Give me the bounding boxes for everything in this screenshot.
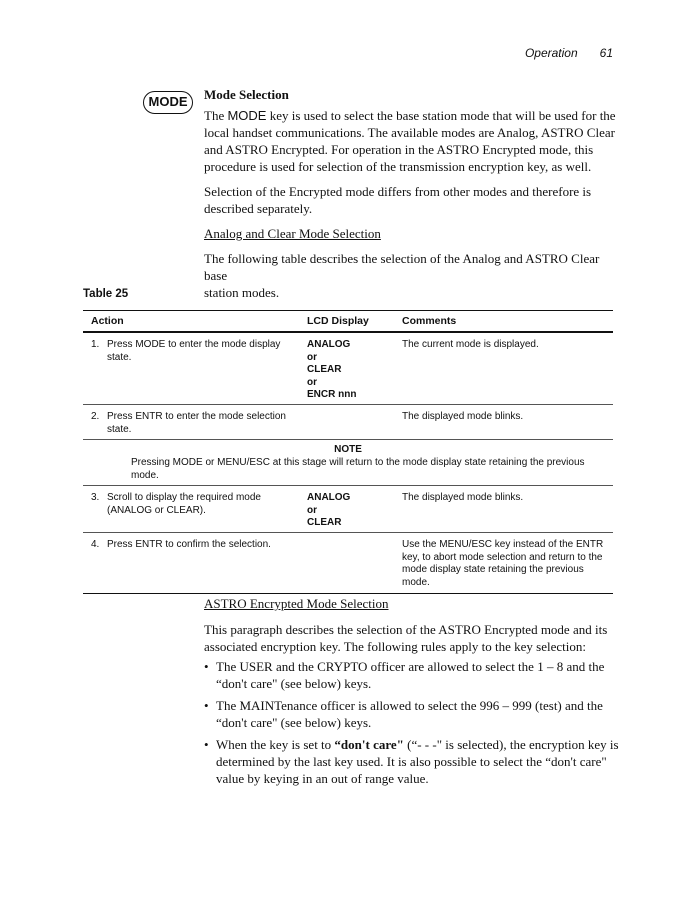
row-number: 3. (91, 492, 100, 503)
mode-selection-title: Mode Selection (204, 87, 289, 102)
row-action: Press ENTR to confirm the selection. (107, 539, 271, 550)
para1-line-2: and ASTRO Encrypted. For operation in the ASTRO Encrypted mode, this (204, 142, 594, 157)
header-lcd: LCD Display (307, 315, 369, 327)
para1-line-3: procedure is used for selection of the transmission encryption key, as well. (204, 159, 592, 174)
table-note (83, 440, 613, 486)
header-section: Operation (524, 46, 578, 60)
mode-selection-para2 (204, 183, 624, 217)
header-action: Action (91, 315, 124, 327)
list-item: • When the key is set to “don't care" (“- - -" is selected), the encryption key is determined by the last key used. It is also possible to select the “don't care" value by keying in an out of range value. (204, 737, 619, 786)
mode-selection-para1 (204, 107, 624, 175)
analog-clear-heading: Analog and Clear Mode Selection (204, 226, 381, 241)
mode-key-icon: MODE (143, 91, 193, 114)
row-lcd: ANALOG or CLEAR (307, 492, 351, 528)
row-comment: The displayed mode blinks. (402, 492, 524, 503)
intro-line-0: The following table describes the selection of the Analog and ASTRO Clear base (204, 251, 600, 283)
note-title: NOTE (334, 444, 362, 455)
astro-section (204, 595, 634, 792)
mode-table (83, 310, 613, 594)
astro-rules-list (204, 658, 634, 787)
table-row (83, 405, 613, 440)
mode-selection-section (204, 86, 624, 301)
astro-intro: This paragraph describes the selection of the ASTRO Encrypted mode and its associated encryption key. The following rules apply to the key selection: (204, 622, 608, 654)
table-row (83, 533, 613, 594)
para1-pre: The (204, 108, 228, 123)
note-body: Pressing MODE or MENU/ESC at this stage will return to the mode display state retaining the previous mode. (131, 457, 585, 481)
row-action: Scroll to display the required mode (ANALOG or CLEAR). (107, 492, 261, 516)
row-action: Press ENTR to enter the mode selection state. (107, 411, 286, 435)
row-number: 1. (91, 339, 100, 350)
table-header-row (83, 310, 613, 333)
page-header (525, 46, 613, 60)
list-item: • The MAINTenance officer is allowed to select the 996 – 999 (test) and the “don't care" (see below) keys. (204, 698, 603, 730)
row-comment: The current mode is displayed. (402, 339, 539, 350)
para1-line-0: key is used to select the base station mode that will be used for the (266, 108, 616, 123)
row-lcd: ANALOG or CLEAR or ENCR nnn (307, 339, 357, 400)
list-item: • The USER and the CRYPTO officer are allowed to select the 1 – 8 and the “don't care" (see below) keys. (204, 659, 605, 691)
table-label: Table 25 (83, 288, 129, 300)
row-action: Press MODE to enter the mode display state. (107, 339, 281, 363)
row-comment: Use the MENU/ESC key instead of the ENTR key, to abort mode selection and return to the mode display state retaining the previous mode. (402, 539, 604, 588)
header-comments: Comments (402, 315, 457, 327)
para2-line-0: Selection of the Encrypted mode differs from other modes and therefore is (204, 184, 592, 199)
astro-heading: ASTRO Encrypted Mode Selection (204, 596, 389, 611)
row-comment: The displayed mode blinks. (402, 411, 524, 422)
para2-line-1: described separately. (204, 201, 313, 216)
table-row (83, 486, 613, 533)
analog-clear-intro (204, 250, 624, 301)
table-row (83, 333, 613, 405)
intro-line-1: station modes. (204, 285, 280, 300)
row-number: 2. (91, 411, 100, 422)
para1-key: MODE (227, 108, 267, 123)
page-number: 61 (599, 46, 613, 60)
para1-line-1: local handset communications. The available modes are Analog, ASTRO Clear (204, 125, 615, 140)
row-number: 4. (91, 539, 100, 550)
